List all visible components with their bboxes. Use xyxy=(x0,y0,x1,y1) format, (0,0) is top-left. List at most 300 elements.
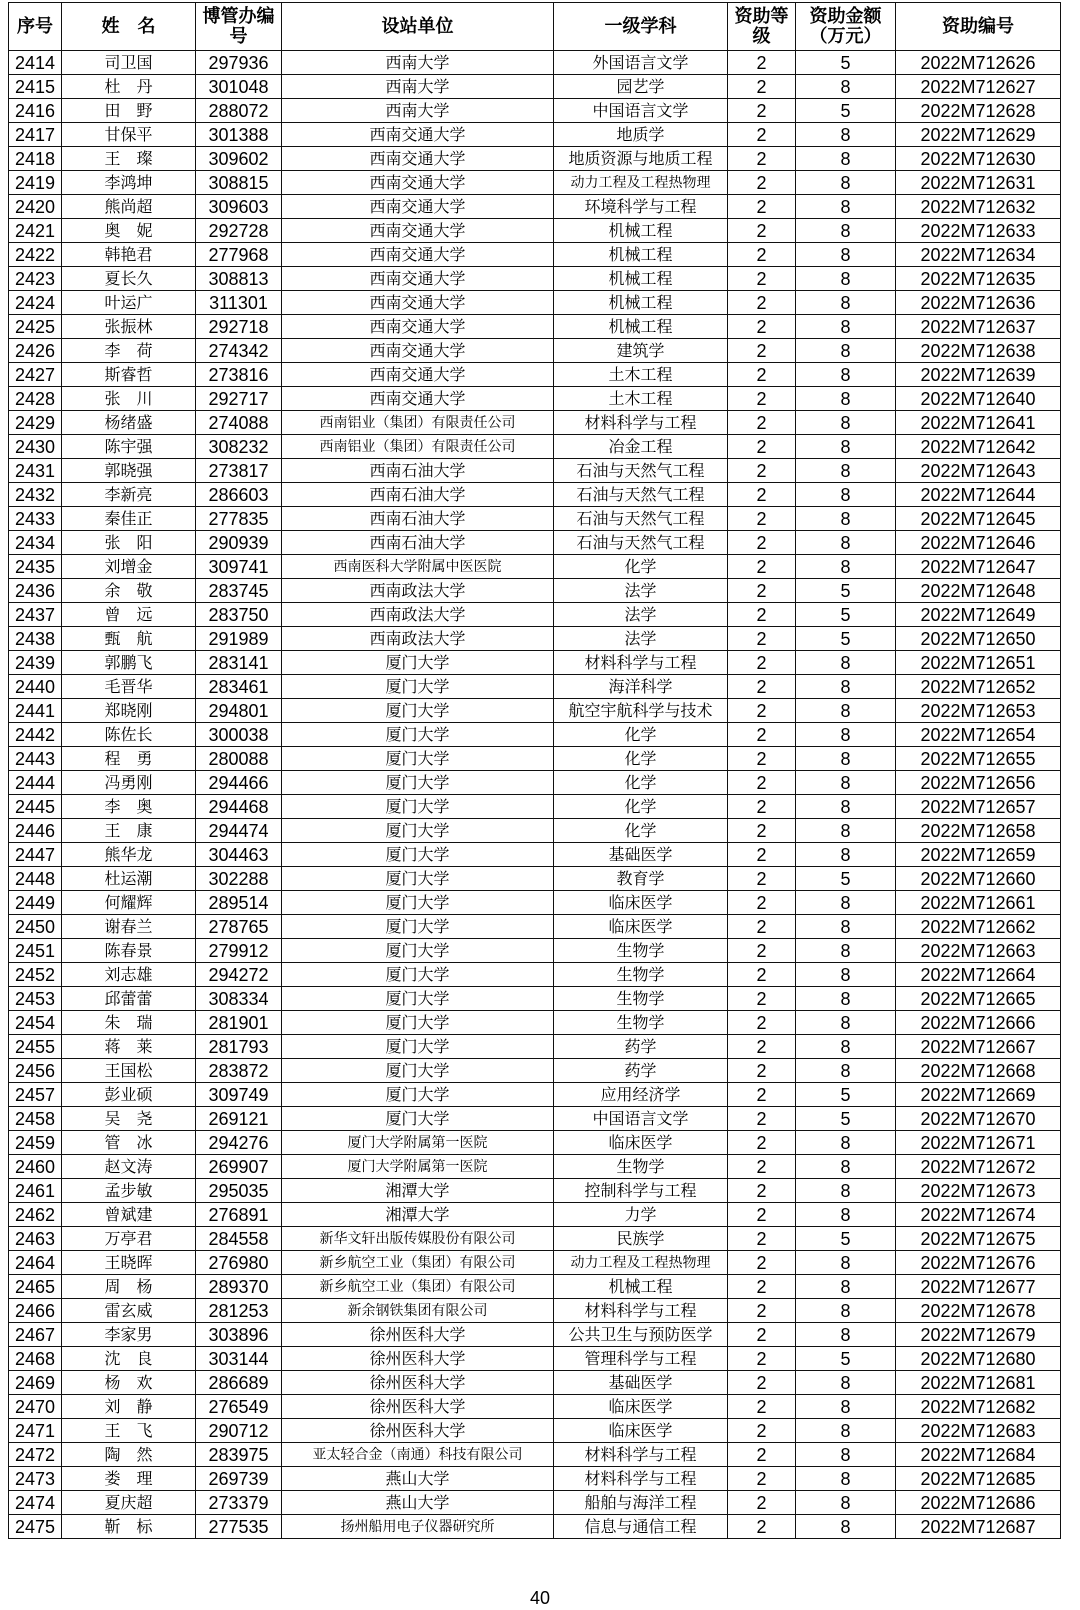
cell-level: 2 xyxy=(728,171,796,195)
cell-unit: 徐州医科大学 xyxy=(282,1395,554,1419)
cell-name: 李鸿坤 xyxy=(62,171,196,195)
cell-discipline: 化学 xyxy=(554,795,728,819)
cell-unit: 厦门大学 xyxy=(282,867,554,891)
cell-discipline: 临床医学 xyxy=(554,891,728,915)
cell-level: 2 xyxy=(728,747,796,771)
cell-level: 2 xyxy=(728,1155,796,1179)
cell-grant-id: 2022M712677 xyxy=(896,1275,1061,1299)
cell-postdoc-id: 292718 xyxy=(196,315,282,339)
cell-grant-id: 2022M712665 xyxy=(896,987,1061,1011)
table-row xyxy=(9,555,1061,579)
cell-unit: 厦门大学 xyxy=(282,651,554,675)
cell-unit: 厦门大学 xyxy=(282,987,554,1011)
cell-grant-id: 2022M712632 xyxy=(896,195,1061,219)
table-row xyxy=(9,99,1061,123)
cell-discipline: 化学 xyxy=(554,747,728,771)
cell-postdoc-id: 283461 xyxy=(196,675,282,699)
cell-grant-id: 2022M712673 xyxy=(896,1179,1061,1203)
cell-seq: 2441 xyxy=(9,699,62,723)
header-level: 资助等级 xyxy=(728,3,796,51)
table-row xyxy=(9,1491,1061,1515)
cell-grant-id: 2022M712662 xyxy=(896,915,1061,939)
cell-grant-id: 2022M712669 xyxy=(896,1083,1061,1107)
cell-unit: 湘潭大学 xyxy=(282,1179,554,1203)
cell-seq: 2427 xyxy=(9,363,62,387)
table-row xyxy=(9,435,1061,459)
cell-discipline: 地质资源与地质工程 xyxy=(554,147,728,171)
cell-postdoc-id: 284558 xyxy=(196,1227,282,1251)
cell-name: 甘保平 xyxy=(62,123,196,147)
cell-postdoc-id: 303144 xyxy=(196,1347,282,1371)
cell-discipline: 机械工程 xyxy=(554,267,728,291)
cell-grant-id: 2022M712646 xyxy=(896,531,1061,555)
cell-grant-id: 2022M712644 xyxy=(896,483,1061,507)
table-row xyxy=(9,963,1061,987)
table-row xyxy=(9,627,1061,651)
cell-level: 2 xyxy=(728,75,796,99)
cell-postdoc-id: 274342 xyxy=(196,339,282,363)
cell-unit: 西南交通大学 xyxy=(282,267,554,291)
cell-unit: 厦门大学 xyxy=(282,915,554,939)
cell-amount: 8 xyxy=(796,1299,896,1323)
cell-name: 刘志雄 xyxy=(62,963,196,987)
cell-seq: 2431 xyxy=(9,459,62,483)
cell-grant-id: 2022M712685 xyxy=(896,1467,1061,1491)
cell-grant-id: 2022M712663 xyxy=(896,939,1061,963)
cell-discipline: 航空宇航科学与技术 xyxy=(554,699,728,723)
cell-grant-id: 2022M712678 xyxy=(896,1299,1061,1323)
cell-unit: 西南交通大学 xyxy=(282,315,554,339)
cell-seq: 2442 xyxy=(9,723,62,747)
cell-seq: 2459 xyxy=(9,1131,62,1155)
cell-discipline: 建筑学 xyxy=(554,339,728,363)
cell-seq: 2475 xyxy=(9,1515,62,1539)
table-row xyxy=(9,915,1061,939)
cell-postdoc-id: 309749 xyxy=(196,1083,282,1107)
cell-grant-id: 2022M712681 xyxy=(896,1371,1061,1395)
cell-grant-id: 2022M712627 xyxy=(896,75,1061,99)
cell-level: 2 xyxy=(728,1251,796,1275)
cell-amount: 5 xyxy=(796,627,896,651)
cell-grant-id: 2022M712679 xyxy=(896,1323,1061,1347)
cell-grant-id: 2022M712660 xyxy=(896,867,1061,891)
cell-unit: 亚太轻合金（南通）科技有限公司 xyxy=(282,1443,554,1467)
cell-postdoc-id: 283750 xyxy=(196,603,282,627)
cell-discipline: 管理科学与工程 xyxy=(554,1347,728,1371)
header-seq: 序号 xyxy=(9,3,62,51)
cell-level: 2 xyxy=(728,1275,796,1299)
cell-name: 娄 理 xyxy=(62,1467,196,1491)
table-row xyxy=(9,747,1061,771)
cell-unit: 西南交通大学 xyxy=(282,195,554,219)
table-row xyxy=(9,267,1061,291)
cell-discipline: 机械工程 xyxy=(554,1275,728,1299)
cell-level: 2 xyxy=(728,699,796,723)
cell-seq: 2453 xyxy=(9,987,62,1011)
cell-grant-id: 2022M712628 xyxy=(896,99,1061,123)
cell-postdoc-id: 289514 xyxy=(196,891,282,915)
cell-seq: 2416 xyxy=(9,99,62,123)
cell-discipline: 船舶与海洋工程 xyxy=(554,1491,728,1515)
header-unit: 设站单位 xyxy=(282,3,554,51)
cell-level: 2 xyxy=(728,1323,796,1347)
cell-discipline: 化学 xyxy=(554,555,728,579)
cell-name: 万亭君 xyxy=(62,1227,196,1251)
header-grant-id: 资助编号 xyxy=(896,3,1061,51)
cell-seq: 2426 xyxy=(9,339,62,363)
cell-grant-id: 2022M712642 xyxy=(896,435,1061,459)
cell-name: 斯睿哲 xyxy=(62,363,196,387)
cell-unit: 厦门大学 xyxy=(282,939,554,963)
cell-discipline: 材料科学与工程 xyxy=(554,1467,728,1491)
cell-name: 李家男 xyxy=(62,1323,196,1347)
cell-amount: 8 xyxy=(796,651,896,675)
table-row xyxy=(9,1371,1061,1395)
table-row xyxy=(9,987,1061,1011)
cell-seq: 2420 xyxy=(9,195,62,219)
cell-level: 2 xyxy=(728,1395,796,1419)
table-row xyxy=(9,1035,1061,1059)
cell-postdoc-id: 292717 xyxy=(196,387,282,411)
cell-amount: 8 xyxy=(796,147,896,171)
cell-seq: 2435 xyxy=(9,555,62,579)
cell-seq: 2432 xyxy=(9,483,62,507)
cell-grant-id: 2022M712636 xyxy=(896,291,1061,315)
cell-unit: 厦门大学 xyxy=(282,1107,554,1131)
cell-level: 2 xyxy=(728,387,796,411)
cell-seq: 2456 xyxy=(9,1059,62,1083)
cell-unit: 燕山大学 xyxy=(282,1467,554,1491)
cell-discipline: 民族学 xyxy=(554,1227,728,1251)
cell-discipline: 材料科学与工程 xyxy=(554,1443,728,1467)
cell-discipline: 机械工程 xyxy=(554,291,728,315)
cell-name: 李 奥 xyxy=(62,795,196,819)
cell-level: 2 xyxy=(728,1299,796,1323)
cell-name: 韩艳君 xyxy=(62,243,196,267)
cell-seq: 2471 xyxy=(9,1419,62,1443)
cell-level: 2 xyxy=(728,243,796,267)
cell-unit: 西南石油大学 xyxy=(282,459,554,483)
cell-amount: 5 xyxy=(796,867,896,891)
cell-discipline: 动力工程及工程热物理 xyxy=(554,1251,728,1275)
cell-discipline: 环境科学与工程 xyxy=(554,195,728,219)
cell-seq: 2452 xyxy=(9,963,62,987)
cell-name: 曾斌建 xyxy=(62,1203,196,1227)
table-row xyxy=(9,939,1061,963)
cell-seq: 2464 xyxy=(9,1251,62,1275)
table-row xyxy=(9,603,1061,627)
cell-name: 陈春景 xyxy=(62,939,196,963)
cell-level: 2 xyxy=(728,843,796,867)
cell-discipline: 材料科学与工程 xyxy=(554,651,728,675)
cell-grant-id: 2022M712626 xyxy=(896,51,1061,75)
cell-discipline: 海洋科学 xyxy=(554,675,728,699)
cell-grant-id: 2022M712683 xyxy=(896,1419,1061,1443)
cell-seq: 2446 xyxy=(9,819,62,843)
table-row xyxy=(9,1227,1061,1251)
cell-name: 熊尚超 xyxy=(62,195,196,219)
cell-unit: 厦门大学 xyxy=(282,819,554,843)
cell-name: 杨绪盛 xyxy=(62,411,196,435)
cell-discipline: 药学 xyxy=(554,1059,728,1083)
cell-postdoc-id: 289370 xyxy=(196,1275,282,1299)
cell-level: 2 xyxy=(728,1083,796,1107)
table-row xyxy=(9,1203,1061,1227)
cell-unit: 西南大学 xyxy=(282,99,554,123)
table-row xyxy=(9,411,1061,435)
cell-amount: 8 xyxy=(796,267,896,291)
table-row xyxy=(9,843,1061,867)
cell-discipline: 生物学 xyxy=(554,987,728,1011)
header-postdoc-id: 博管办编 号 xyxy=(196,3,282,51)
cell-discipline: 信息与通信工程 xyxy=(554,1515,728,1539)
cell-discipline: 中国语言文学 xyxy=(554,99,728,123)
cell-amount: 5 xyxy=(796,1347,896,1371)
cell-discipline: 生物学 xyxy=(554,1011,728,1035)
cell-postdoc-id: 269121 xyxy=(196,1107,282,1131)
cell-name: 孟步敏 xyxy=(62,1179,196,1203)
cell-level: 2 xyxy=(728,603,796,627)
cell-seq: 2440 xyxy=(9,675,62,699)
table-row xyxy=(9,1155,1061,1179)
cell-discipline: 法学 xyxy=(554,627,728,651)
cell-level: 2 xyxy=(728,1491,796,1515)
table-row xyxy=(9,1251,1061,1275)
cell-amount: 5 xyxy=(796,603,896,627)
cell-discipline: 生物学 xyxy=(554,963,728,987)
cell-amount: 8 xyxy=(796,1203,896,1227)
cell-postdoc-id: 294276 xyxy=(196,1131,282,1155)
cell-amount: 8 xyxy=(796,1371,896,1395)
cell-amount: 5 xyxy=(796,579,896,603)
table-row xyxy=(9,723,1061,747)
cell-level: 2 xyxy=(728,771,796,795)
cell-grant-id: 2022M712633 xyxy=(896,219,1061,243)
cell-seq: 2474 xyxy=(9,1491,62,1515)
table-row xyxy=(9,675,1061,699)
cell-unit: 西南交通大学 xyxy=(282,339,554,363)
cell-discipline: 法学 xyxy=(554,579,728,603)
cell-name: 张 川 xyxy=(62,387,196,411)
cell-grant-id: 2022M712680 xyxy=(896,1347,1061,1371)
cell-discipline: 化学 xyxy=(554,819,728,843)
cell-name: 冯勇刚 xyxy=(62,771,196,795)
cell-name: 张振林 xyxy=(62,315,196,339)
cell-postdoc-id: 295035 xyxy=(196,1179,282,1203)
cell-grant-id: 2022M712647 xyxy=(896,555,1061,579)
cell-postdoc-id: 308334 xyxy=(196,987,282,1011)
cell-level: 2 xyxy=(728,627,796,651)
cell-amount: 8 xyxy=(796,843,896,867)
cell-postdoc-id: 279912 xyxy=(196,939,282,963)
table-row xyxy=(9,1059,1061,1083)
cell-seq: 2465 xyxy=(9,1275,62,1299)
cell-seq: 2436 xyxy=(9,579,62,603)
cell-seq: 2429 xyxy=(9,411,62,435)
cell-postdoc-id: 304463 xyxy=(196,843,282,867)
cell-name: 余 敬 xyxy=(62,579,196,603)
cell-unit: 西南交通大学 xyxy=(282,363,554,387)
cell-postdoc-id: 297936 xyxy=(196,51,282,75)
cell-unit: 西南大学 xyxy=(282,51,554,75)
table-row xyxy=(9,483,1061,507)
cell-unit: 厦门大学 xyxy=(282,1035,554,1059)
cell-name: 刘增金 xyxy=(62,555,196,579)
cell-amount: 8 xyxy=(796,939,896,963)
cell-discipline: 外国语言文学 xyxy=(554,51,728,75)
cell-name: 熊华龙 xyxy=(62,843,196,867)
table-row xyxy=(9,291,1061,315)
cell-amount: 8 xyxy=(796,915,896,939)
cell-discipline: 基础医学 xyxy=(554,1371,728,1395)
table-row xyxy=(9,1299,1061,1323)
cell-seq: 2414 xyxy=(9,51,62,75)
cell-name: 彭业硕 xyxy=(62,1083,196,1107)
cell-postdoc-id: 309741 xyxy=(196,555,282,579)
cell-discipline: 教育学 xyxy=(554,867,728,891)
cell-discipline: 园艺学 xyxy=(554,75,728,99)
table-row xyxy=(9,1011,1061,1035)
cell-name: 王国松 xyxy=(62,1059,196,1083)
cell-amount: 8 xyxy=(796,963,896,987)
cell-level: 2 xyxy=(728,963,796,987)
cell-seq: 2463 xyxy=(9,1227,62,1251)
cell-amount: 8 xyxy=(796,1059,896,1083)
cell-postdoc-id: 277835 xyxy=(196,507,282,531)
cell-unit: 西南大学 xyxy=(282,75,554,99)
cell-name: 王 璨 xyxy=(62,147,196,171)
cell-amount: 5 xyxy=(796,99,896,123)
cell-unit: 徐州医科大学 xyxy=(282,1347,554,1371)
cell-level: 2 xyxy=(728,1347,796,1371)
cell-seq: 2428 xyxy=(9,387,62,411)
cell-level: 2 xyxy=(728,939,796,963)
cell-level: 2 xyxy=(728,579,796,603)
cell-seq: 2447 xyxy=(9,843,62,867)
cell-discipline: 法学 xyxy=(554,603,728,627)
table-row xyxy=(9,1515,1061,1539)
funding-table xyxy=(8,2,1061,1539)
cell-postdoc-id: 294474 xyxy=(196,819,282,843)
cell-postdoc-id: 273379 xyxy=(196,1491,282,1515)
cell-name: 蒋 莱 xyxy=(62,1035,196,1059)
cell-grant-id: 2022M712635 xyxy=(896,267,1061,291)
cell-discipline: 材料科学与工程 xyxy=(554,1299,728,1323)
cell-level: 2 xyxy=(728,459,796,483)
cell-level: 2 xyxy=(728,483,796,507)
cell-unit: 厦门大学 xyxy=(282,1011,554,1035)
cell-unit: 厦门大学 xyxy=(282,723,554,747)
cell-discipline: 生物学 xyxy=(554,939,728,963)
cell-amount: 8 xyxy=(796,123,896,147)
cell-amount: 8 xyxy=(796,1491,896,1515)
cell-discipline: 控制科学与工程 xyxy=(554,1179,728,1203)
cell-seq: 2469 xyxy=(9,1371,62,1395)
cell-name: 张 阳 xyxy=(62,531,196,555)
table-row xyxy=(9,531,1061,555)
cell-seq: 2438 xyxy=(9,627,62,651)
cell-seq: 2423 xyxy=(9,267,62,291)
table-row xyxy=(9,507,1061,531)
cell-level: 2 xyxy=(728,1227,796,1251)
cell-amount: 8 xyxy=(796,171,896,195)
table-row xyxy=(9,459,1061,483)
cell-name: 曾 远 xyxy=(62,603,196,627)
cell-unit: 西南石油大学 xyxy=(282,507,554,531)
cell-level: 2 xyxy=(728,147,796,171)
cell-level: 2 xyxy=(728,1011,796,1035)
cell-unit: 湘潭大学 xyxy=(282,1203,554,1227)
cell-grant-id: 2022M712648 xyxy=(896,579,1061,603)
cell-postdoc-id: 269907 xyxy=(196,1155,282,1179)
cell-name: 谢春兰 xyxy=(62,915,196,939)
cell-unit: 新乡航空工业（集团）有限公司 xyxy=(282,1275,554,1299)
cell-discipline: 石油与天然气工程 xyxy=(554,459,728,483)
cell-discipline: 土木工程 xyxy=(554,387,728,411)
cell-discipline: 冶金工程 xyxy=(554,435,728,459)
cell-postdoc-id: 269739 xyxy=(196,1467,282,1491)
cell-unit: 厦门大学附属第一医院 xyxy=(282,1155,554,1179)
cell-grant-id: 2022M712666 xyxy=(896,1011,1061,1035)
cell-amount: 8 xyxy=(796,507,896,531)
cell-postdoc-id: 308232 xyxy=(196,435,282,459)
cell-grant-id: 2022M712686 xyxy=(896,1491,1061,1515)
cell-name: 夏长久 xyxy=(62,267,196,291)
cell-level: 2 xyxy=(728,915,796,939)
cell-grant-id: 2022M712641 xyxy=(896,411,1061,435)
cell-postdoc-id: 281901 xyxy=(196,1011,282,1035)
cell-postdoc-id: 273817 xyxy=(196,459,282,483)
cell-unit: 徐州医科大学 xyxy=(282,1371,554,1395)
cell-amount: 8 xyxy=(796,1275,896,1299)
cell-unit: 西南交通大学 xyxy=(282,147,554,171)
cell-unit: 新乡航空工业（集团）有限公司 xyxy=(282,1251,554,1275)
table-row xyxy=(9,1395,1061,1419)
cell-amount: 8 xyxy=(796,75,896,99)
cell-amount: 5 xyxy=(796,1227,896,1251)
cell-discipline: 土木工程 xyxy=(554,363,728,387)
cell-postdoc-id: 294272 xyxy=(196,963,282,987)
cell-seq: 2437 xyxy=(9,603,62,627)
cell-amount: 8 xyxy=(796,459,896,483)
cell-unit: 西南交通大学 xyxy=(282,219,554,243)
cell-postdoc-id: 274088 xyxy=(196,411,282,435)
cell-postdoc-id: 288072 xyxy=(196,99,282,123)
cell-level: 2 xyxy=(728,1059,796,1083)
cell-unit: 西南铝业（集团）有限责任公司 xyxy=(282,435,554,459)
cell-level: 2 xyxy=(728,435,796,459)
table-row xyxy=(9,1179,1061,1203)
table-row xyxy=(9,771,1061,795)
cell-postdoc-id: 290939 xyxy=(196,531,282,555)
page-number: 40 xyxy=(529,1588,551,1608)
cell-amount: 8 xyxy=(796,1035,896,1059)
cell-amount: 8 xyxy=(796,435,896,459)
cell-unit: 燕山大学 xyxy=(282,1491,554,1515)
cell-level: 2 xyxy=(728,1467,796,1491)
cell-amount: 8 xyxy=(796,291,896,315)
cell-grant-id: 2022M712637 xyxy=(896,315,1061,339)
cell-level: 2 xyxy=(728,1371,796,1395)
table-row xyxy=(9,795,1061,819)
cell-seq: 2415 xyxy=(9,75,62,99)
table-row xyxy=(9,891,1061,915)
cell-name: 吴 尧 xyxy=(62,1107,196,1131)
cell-discipline: 临床医学 xyxy=(554,1419,728,1443)
cell-level: 2 xyxy=(728,531,796,555)
cell-level: 2 xyxy=(728,891,796,915)
cell-amount: 8 xyxy=(796,555,896,579)
